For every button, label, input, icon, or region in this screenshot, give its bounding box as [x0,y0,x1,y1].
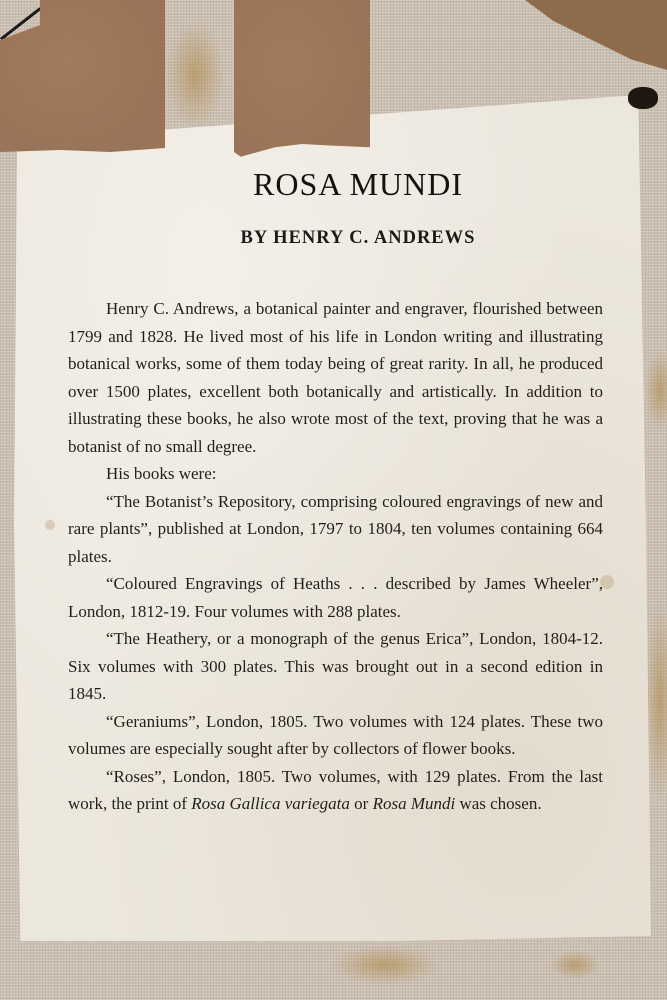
book-entry: “Coloured Engravings of Heaths . . . described by James Wheeler”, London, 1812-19. Four volumes with 288 plates. [68,574,603,621]
document-body [68,295,603,818]
text: was chosen. [455,794,542,813]
stain [330,945,440,985]
stain [45,520,55,530]
page-title: ROSA MUNDI [252,166,464,202]
book-entry: “The Heathery, or a monograph of the genus Erica”, London, 1804-12. Six volumes with 300 plates. This was brought out in a second edition in 1845. [68,629,603,703]
italic-name: Rosa Mundi [372,794,456,813]
stain [550,950,600,980]
text: “Roses”, London, 1805. Two volumes, with 129 plates. From the last work, the print of [68,766,603,813]
stain [645,350,667,430]
masking-tape-left [0,0,165,155]
books-heading: His books were: [106,464,217,483]
intro-paragraph: Henry C. Andrews, a botanical painter and engraver, flourished between 1799 and 1828. He lived most of his life in London writing and illustrating botanical works, some of them today being of great rarity. In all, he produced over 1500 plates, excellent both botanically and artistically. In addition to illustrating these books, he also wrote most of the text, proving that he was a botanist of no small degree. [68,299,603,456]
masking-tape-middle [234,0,370,160]
masking-tape-right [525,0,667,70]
book-entry: “The Botanist’s Repository, comprising coloured engravings of new and rare plants”, published at London, 1797 to 1804, ten volumes containing 664 plates. [68,491,603,566]
stain [165,20,225,130]
text: or [349,794,373,813]
book-entry-roses [68,763,603,818]
byline: BY HENRY C. ANDREWS [240,228,476,248]
torn-hole [628,87,658,109]
book-entry: “Geraniums”, London, 1805. Two volumes with 124 plates. These two volumes are especially sought after by collectors of flower books. [68,711,603,758]
italic-name: Rosa Gallica variegata [191,794,350,813]
